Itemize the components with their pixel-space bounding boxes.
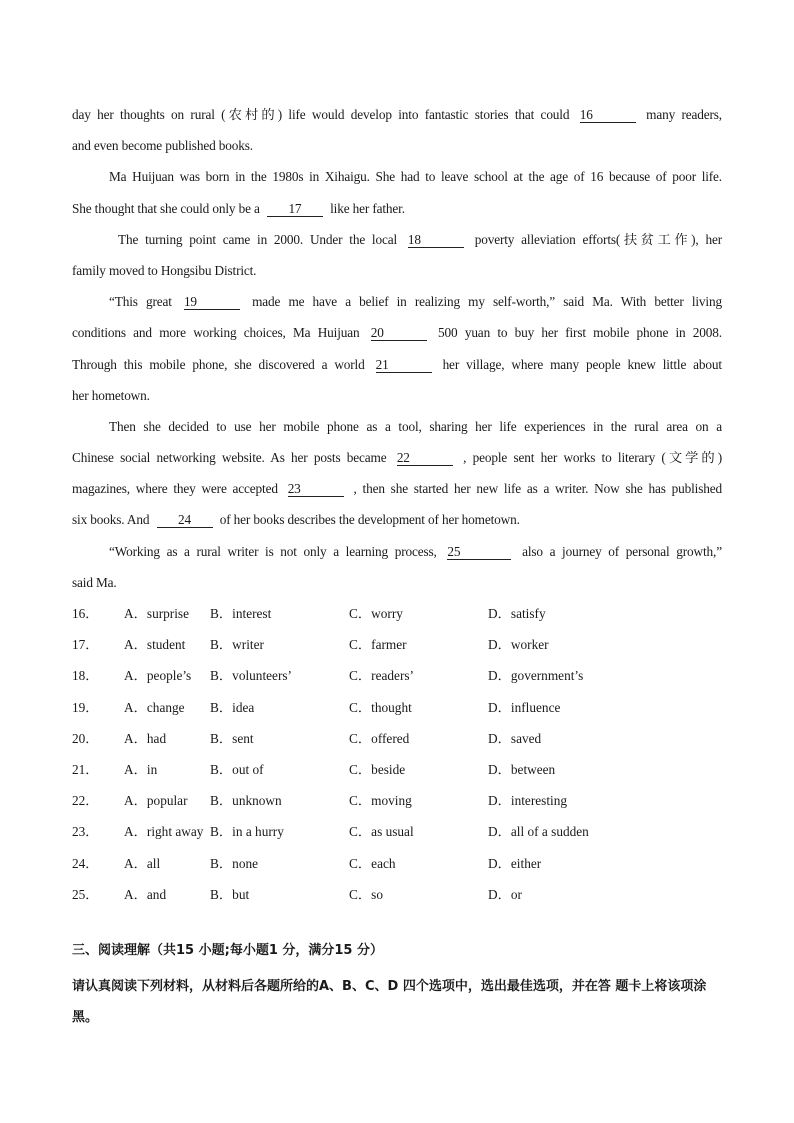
option-a: A．popular bbox=[124, 793, 188, 809]
option-a: A．had bbox=[124, 730, 167, 746]
passage-text: “This great bbox=[109, 294, 172, 310]
passage-text: “Working as a rural writer is not only a learning process, bbox=[109, 543, 437, 559]
question-number: 21． bbox=[72, 761, 99, 777]
blank-25: 25 bbox=[447, 544, 511, 560]
blank-16: 16 bbox=[580, 107, 636, 123]
question-row bbox=[72, 660, 722, 691]
passage-text: She thought that she could only be a bbox=[72, 200, 260, 216]
option-b: B．in a hurry bbox=[210, 824, 284, 840]
option-b: B．none bbox=[210, 855, 259, 871]
section-instruction: 请认真阅读下列材料，从材料后各题所给的A、B、C、D 四个选项中，选出最佳选项，并在答 题卡上将该项涂黑。 bbox=[72, 979, 707, 1025]
option-a: A．right away bbox=[124, 824, 204, 840]
question-number: 20． bbox=[72, 730, 99, 746]
passage-line bbox=[72, 99, 722, 130]
option-c: C．worry bbox=[349, 606, 403, 621]
option-b: B．interest bbox=[210, 606, 272, 621]
option-c: C．beside bbox=[349, 761, 406, 777]
passage-text: like her father. bbox=[330, 200, 405, 216]
passage-text: , then she started her new life as a writer. Now she has published bbox=[353, 481, 722, 497]
option-c: C．each bbox=[349, 855, 396, 871]
passage-text: Chinese social networking website. As her posts became bbox=[72, 450, 387, 466]
option-c: C．thought bbox=[349, 699, 412, 715]
passage-text: day her thoughts on rural (农村的) life would develop into fantastic stories that could bbox=[72, 107, 570, 122]
passage-text: , people sent her works to literary (文学的) bbox=[463, 450, 722, 466]
passage-text: conditions and more working choices, Ma Huijuan bbox=[72, 325, 360, 341]
question-row bbox=[72, 816, 722, 847]
blank-21: 21 bbox=[376, 357, 432, 373]
blank-24: 24 bbox=[157, 512, 213, 528]
question-number: 25． bbox=[72, 886, 99, 902]
passage-line bbox=[72, 536, 722, 567]
option-c: C．offered bbox=[349, 730, 410, 746]
passage-line bbox=[72, 473, 722, 504]
option-d: D．interesting bbox=[488, 793, 568, 809]
question-row bbox=[72, 598, 722, 629]
question-row bbox=[72, 629, 722, 660]
option-a: A．and bbox=[124, 886, 167, 902]
option-b: B．unknown bbox=[210, 793, 282, 809]
passage-text: also a journey of personal growth,” bbox=[522, 543, 722, 559]
question-number: 16． bbox=[72, 606, 99, 621]
option-b: B．out of bbox=[210, 761, 264, 777]
blank-18: 18 bbox=[408, 232, 464, 248]
passage-line bbox=[72, 349, 722, 380]
question-row bbox=[72, 692, 722, 723]
question-number: 17． bbox=[72, 637, 99, 653]
option-c: C．so bbox=[349, 886, 383, 902]
question-row bbox=[72, 754, 722, 785]
option-a: A．in bbox=[124, 761, 158, 777]
passage-text: made me have a belief in realizing my self-worth,” said Ma. With better living bbox=[252, 294, 722, 310]
passage-line bbox=[72, 317, 722, 348]
passage-text: of her books describes the development of her hometown. bbox=[219, 512, 520, 528]
option-a: A．people’s bbox=[124, 668, 192, 684]
question-options bbox=[72, 598, 722, 910]
option-b: B．sent bbox=[210, 730, 254, 746]
option-c: C．farmer bbox=[349, 637, 407, 653]
question-row bbox=[72, 723, 722, 754]
option-d: D．government’s bbox=[488, 668, 584, 684]
option-d: D．all of a sudden bbox=[488, 824, 589, 840]
blank-19: 19 bbox=[184, 294, 240, 310]
blank-23: 23 bbox=[288, 481, 344, 497]
section-heading: 三、阅读理解（共15 小题;每小题1 分，满分15 分） bbox=[72, 943, 384, 958]
passage-text: The turning point came in 2000. Under the local bbox=[118, 231, 398, 247]
option-d: D．either bbox=[488, 855, 542, 871]
passage-text: six books. And bbox=[72, 512, 150, 528]
option-a: A．change bbox=[124, 699, 185, 715]
passage-text: poverty alleviation efforts(扶贫工作), her bbox=[474, 231, 722, 247]
passage-line bbox=[72, 442, 722, 473]
passage-line: family moved to Hongsibu District. bbox=[72, 262, 257, 278]
option-d: D．worker bbox=[488, 637, 549, 653]
option-b: B．idea bbox=[210, 699, 255, 715]
passage-text: 500 yuan to buy her first mobile phone in 2008. bbox=[438, 325, 722, 341]
question-row bbox=[72, 785, 722, 816]
passage-line: said Ma. bbox=[72, 574, 117, 590]
option-d: D．saved bbox=[488, 730, 542, 746]
option-a: A．student bbox=[124, 637, 186, 653]
passage-line bbox=[72, 504, 722, 535]
passage-line: Ma Huijuan was born in the 1980s in Xihaigu. She had to leave school at the age of 16 because of poor life. bbox=[109, 169, 722, 185]
option-d: D．satisfy bbox=[488, 606, 546, 621]
question-number: 23． bbox=[72, 824, 99, 840]
blank-22: 22 bbox=[397, 450, 453, 466]
option-c: C．readers’ bbox=[349, 668, 414, 684]
passage-line: Then she decided to use her mobile phone as a tool, sharing her life experiences in the rural area on a bbox=[109, 418, 722, 434]
option-c: C．moving bbox=[349, 793, 412, 809]
option-d: D．influence bbox=[488, 699, 561, 715]
passage-line: her hometown. bbox=[72, 387, 150, 403]
question-number: 24． bbox=[72, 855, 99, 871]
option-b: B．writer bbox=[210, 637, 264, 653]
option-c: C．as usual bbox=[349, 824, 414, 840]
option-a: A．surprise bbox=[124, 606, 189, 621]
blank-20: 20 bbox=[371, 325, 427, 341]
passage-line: and even become published books. bbox=[72, 138, 253, 154]
question-number: 19． bbox=[72, 699, 99, 715]
passage-text: magazines, where they were accepted bbox=[72, 481, 278, 497]
passage-text: her village, where many people knew little about bbox=[442, 356, 722, 372]
option-b: B．volunteers’ bbox=[210, 668, 292, 684]
passage-line bbox=[72, 286, 722, 317]
option-d: D．or bbox=[488, 886, 522, 902]
question-row bbox=[72, 879, 722, 910]
passage-text: many readers, bbox=[646, 107, 722, 122]
option-d: D．between bbox=[488, 761, 556, 777]
question-number: 22． bbox=[72, 793, 99, 809]
option-b: B．but bbox=[210, 886, 250, 902]
cloze-passage bbox=[72, 99, 722, 910]
passage-text: Through this mobile phone, she discovered a world bbox=[72, 356, 365, 372]
question-number: 18． bbox=[72, 668, 99, 684]
passage-line bbox=[72, 224, 722, 255]
blank-17: 17 bbox=[267, 201, 323, 217]
question-row bbox=[72, 848, 722, 879]
passage-line bbox=[72, 193, 722, 224]
option-a: A．all bbox=[124, 855, 161, 871]
